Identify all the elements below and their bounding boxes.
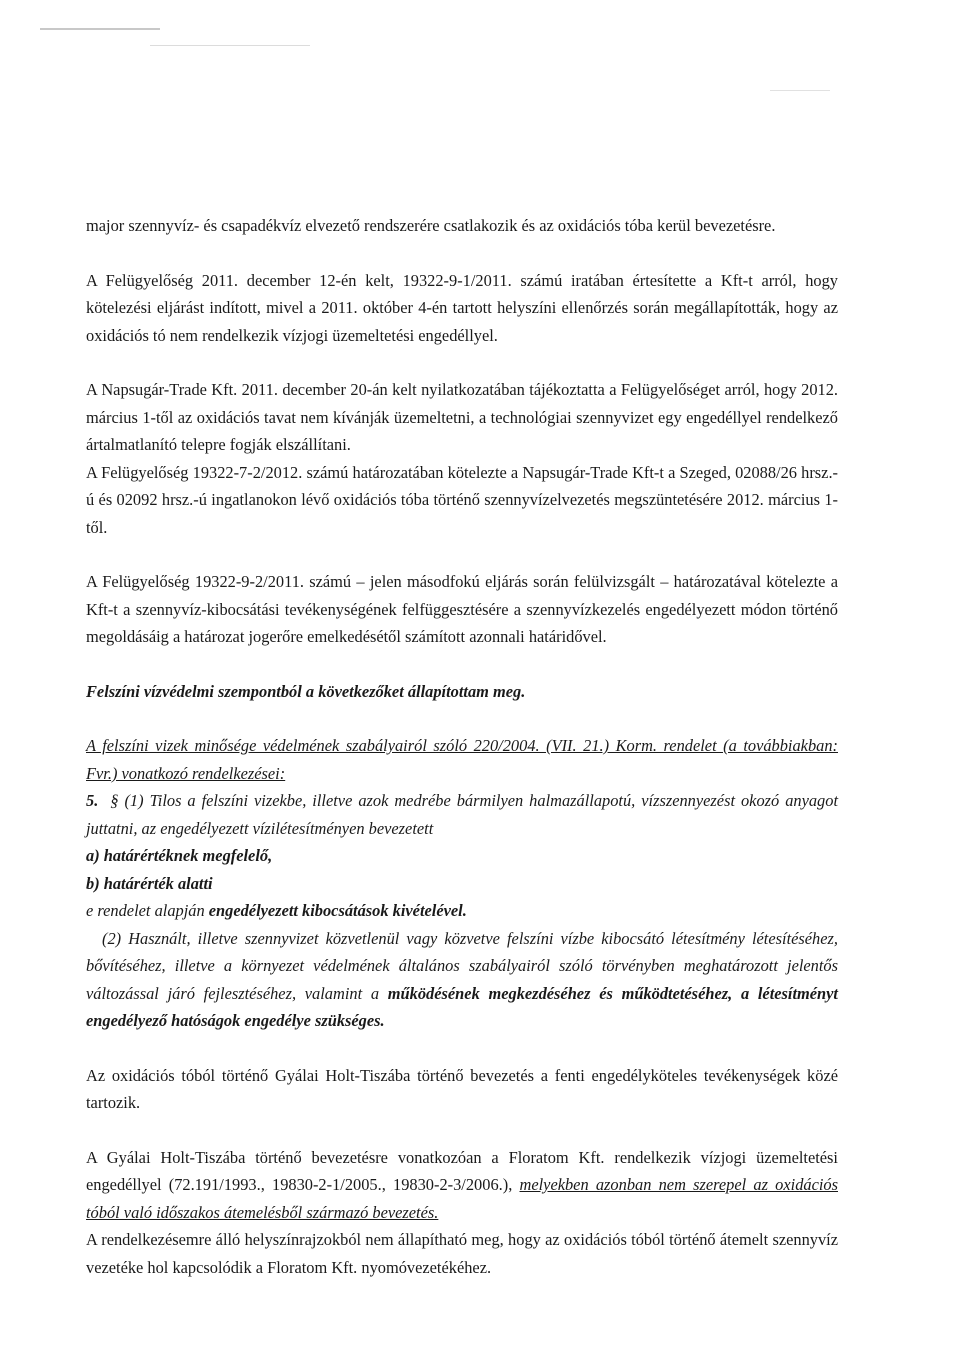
law-item-a: a) határértéknek megfelelő,	[86, 846, 273, 865]
paragraph-inspectorate-decision: A Felügyelőség 19322-7-2/2012. számú határozatában kötelezte a Napsugár-Trade Kft-t a Szeged, 02088/26 hrsz.-ú és 02092 hrsz.-ú ingatlanokon lévő oxidációs tóba történő szennyvízelvezetés megszüntetésére 2012. március 1-től.	[86, 462, 838, 537]
floratom-permit-plain: A Gyálai Holt-Tiszába történő bevezetésre vonatkozóan a Floratom Kft. rendelkezik vízjogi üzemeltetési engedéllyel (72.191/1993., 19830-2-1/2005., 19830-2-3/2006.),	[86, 1147, 838, 1194]
paragraph-inspectorate-notice: A Felügyelőség 2011. december 12-én kelt, 19322-9-1/2011. számú iratában értesítette a Kft-t arról, hogy kötelezési eljárást indított, mivel a 2011. október 4-én tartott helyszíni ellenőrzés során megállapították, hogy az oxidációs tó nem rendelkezik vízjogi üzemeltetési engedéllyel.	[86, 270, 838, 345]
law-para-2-bold: működésének megkezdéséhez és működtetéséhez, a létesítményt engedélyező hatóságok engedélye szükséges.	[86, 983, 838, 1030]
law-end-plain: e rendelet alapján	[86, 901, 209, 920]
paragraph-sewage-connection: major szennyvíz- és csapadékvíz elvezető rendszerére csatlakozik és az oxidációs tóba kerül bevezetésre.	[86, 216, 776, 235]
law-paragraph-marker: § (1)	[110, 791, 144, 810]
paragraph-reviewed-decision: A Felügyelőség 19322-9-2/2011. számú – jelen másodfokú eljárás során felülvizsgált – határozatával kötelezte a Kft-t a szennyvíz-kibocsátási tevékenységének felfüggesztésére a szennyvízkezelés engedélyezett módon történő megoldásáig a határozat jogerőre emelkedésétől számított azonnali határidővel.	[86, 572, 838, 646]
law-title: A felszíni vizek minősége védelmének szabályairól szóló 220/2004. (VII. 21.) Korm. rendelet (a továbbiakban: Fvr.) vonatkozó rendelkezései:	[86, 736, 838, 783]
law-section-number: 5.	[86, 791, 99, 810]
floratom-permit-underlined: melyekben azonban nem szerepel az oxidációs tóból való időszakos átemelésből származó bevezetés.	[86, 1175, 838, 1222]
law-end-bold: engedélyezett kibocsátások kivételével.	[208, 901, 467, 920]
scan-artifact-right	[770, 90, 830, 91]
scan-artifact-top-left	[40, 28, 160, 30]
paragraph-permit-required: Az oxidációs tóból történő Gyálai Holt-Tiszába történő bevezetés a fenti engedélyköteles tevékenységek közé tartozik.	[86, 1065, 838, 1112]
law-section-5-end	[86, 897, 838, 925]
document-page	[86, 212, 838, 1281]
scan-artifact-top-line	[150, 45, 310, 46]
paragraph-floratom-permit	[86, 1144, 838, 1227]
law-section-5-text: Tilos a felszíni vizekbe, illetve azok medrébe bármilyen halmazállapotú, vízszennyezést okozó anyagot juttatni, az engedélyezett vízilétesítményen bevezetett	[86, 791, 838, 838]
law-para-2-plain: (2) Használt, illetve szennyvizet közvetlenül vagy közvetve felszíni vízbe kibocsátó létesítmény létesítéséhez, bővítéséhez, illetve a környezet védelmének általános szabályairól szóló törvényben meghatározott jelentős változással járó fejlesztéséhez, valamint a	[86, 928, 838, 1003]
paragraph-site-plans: A rendelkezésemre álló helyszínrajzokból nem állapítható meg, hogy az oxidációs tóból történő átemelt szennyvíz vezetéke hol kapcsolódik a Floratom Kft. nyomóvezetékéhez.	[86, 1230, 838, 1277]
paragraph-napsugar-statement: A Napsugár-Trade Kft. 2011. december 20-án kelt nyilatkozatában tájékoztatta a Felügyelőséget arról, hogy 2012. március 1-től az oxidációs tavat nem kívánják üzemeltetni, a technológiai szennyvizet egy engedéllyel rendelkező ártalmatlanító telepre fogják elszállítani.	[86, 380, 838, 454]
law-item-b: b) határérték alatti	[86, 873, 213, 893]
section-heading: Felszíni vízvédelmi szempontból a következőket állapítottam meg.	[86, 681, 526, 701]
law-section-5-para-2	[86, 925, 838, 1035]
law-section-5-para-1	[86, 787, 838, 842]
